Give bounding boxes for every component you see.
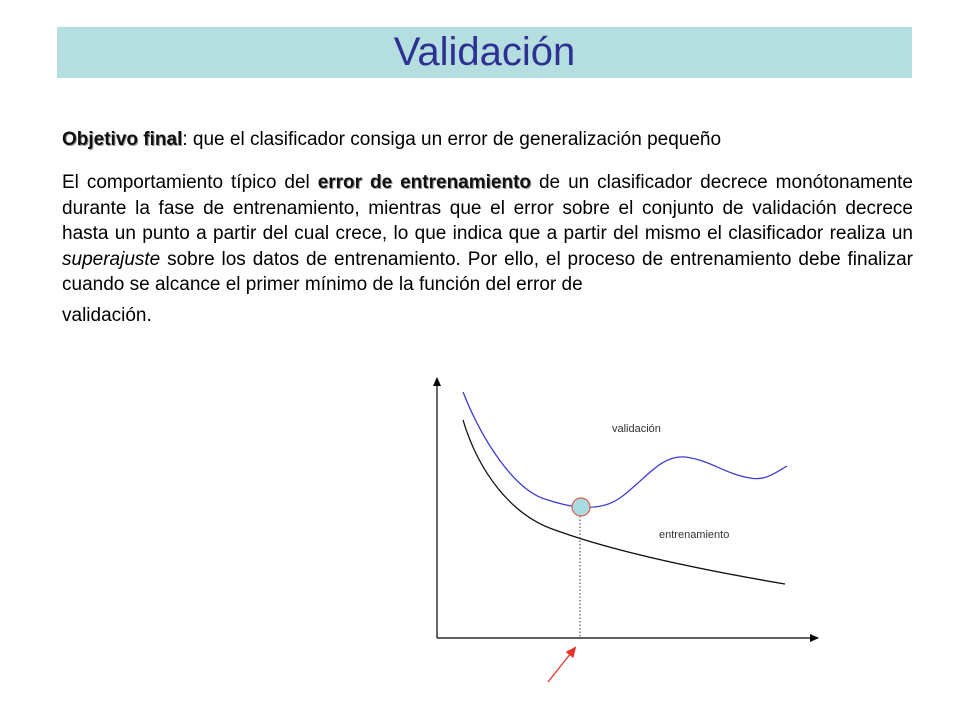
behavior-text-3: sobre los datos de entrenamiento. Por ello, el proceso de entrenamiento debe finalizar cuando se alcance el primer mínimo de la función del error de	[62, 248, 913, 295]
behavior-text-last: validación.	[62, 304, 152, 326]
behavior-text-1: El comportamiento típico del	[62, 172, 318, 193]
slide-title: Validación	[393, 30, 576, 74]
objective-lead: Objetivo final	[62, 129, 183, 150]
stop-point-arrow	[548, 648, 575, 682]
validation-minimum-marker	[572, 498, 590, 516]
behavior-text-2: de un clasificador decrece monótonamente durante la fase de entrenamiento, mientras que el error sobre el conjunto de validación decrece hasta un punto a partir del cual crece, lo que indica que a partir del mismo el clasificador realiza un	[62, 172, 913, 244]
training-error-term: error de entrenamiento	[317, 172, 532, 193]
training-label: entrenamiento	[659, 529, 730, 541]
objective-text: : que el clasificador consiga un error de generalización pequeño	[182, 129, 722, 150]
overfitting-term: superajuste	[62, 248, 161, 270]
validation-label: validación	[612, 423, 661, 435]
validation-curve	[463, 392, 787, 507]
training-curve	[463, 420, 785, 584]
